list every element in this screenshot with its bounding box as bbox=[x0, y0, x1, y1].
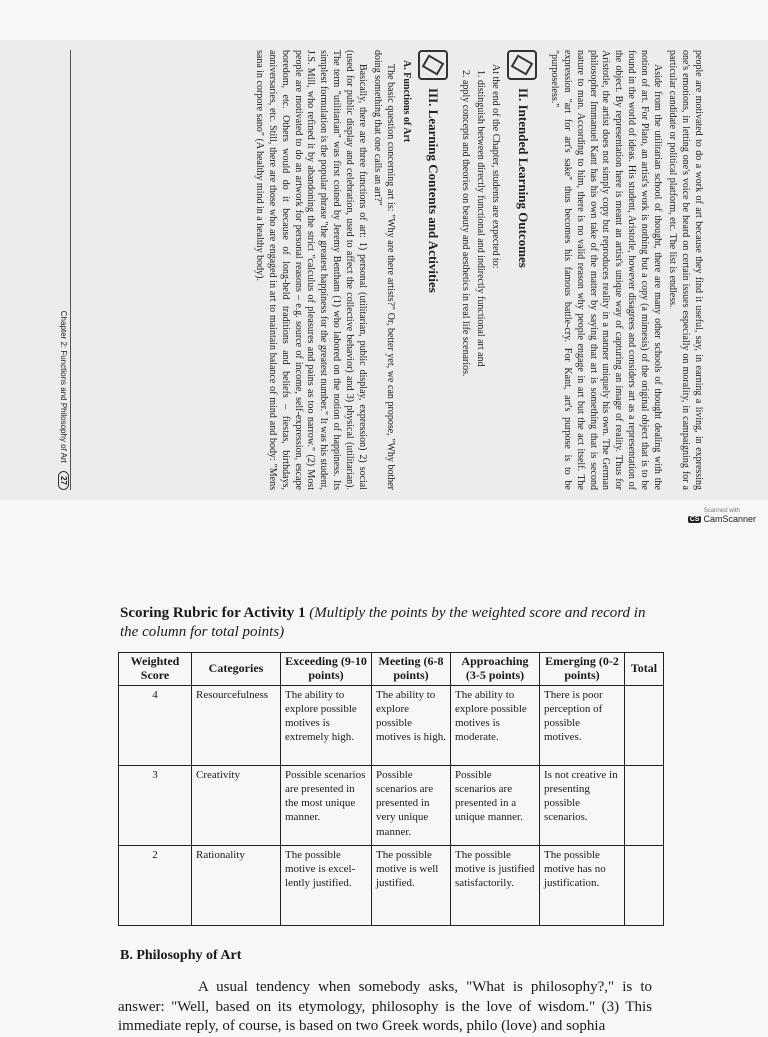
meeting-cell: The possible motive is well justified. bbox=[372, 845, 451, 925]
scanner-brand-name: CamScanner bbox=[703, 514, 756, 524]
approaching-cell: The possible motive is justified satisfactorily. bbox=[451, 845, 540, 925]
table-row bbox=[119, 845, 664, 925]
scanner-watermark bbox=[688, 508, 756, 524]
body-paragraph: Basically, there are three functions of art: 1) personal (utilitarian, public display, expression) 2) social (used for public display and celebration, used to affect the collective behavior) and 3) physical (utilitarian). The term "utilitarian" was first coined by Jeremy Bentham (1) who labored on the notion of happiness. Its simplest formulation is the popular phrase "the greatest happiness for the greatest number." It was his student, J.S. Mill, who refined it by abandoning the strict "calculus of pleasures and pains as too narrow." (2) Most people are motivated to do an artwork for personal reasons – e.g. source of income, self-expression, escape boredom, etc. Others would do it because of long-held traditions and beliefs – fiestas, birthdays, anniversaries, etc. Still, there are those who are engaged in art to maintain balance of mind and body: "Mens sana in corpore sano" (A healthy mind in a healthy body). bbox=[254, 50, 368, 490]
approaching-cell: Possible scenarios are presented in a unique manner. bbox=[451, 765, 540, 845]
puzzle-icon bbox=[418, 50, 448, 80]
outcomes-section bbox=[507, 50, 537, 490]
weight-cell: 2 bbox=[119, 845, 192, 925]
scanner-caption: Scanned with bbox=[703, 508, 740, 514]
exceeding-cell: Possible scenarios are presented in the most unique manner. bbox=[281, 765, 372, 845]
scanner-brand bbox=[688, 514, 756, 524]
body-paragraph: The basic question concerning art is: "Why are there artists?" Or, better yet, we can propose, "Why bother doing something that one calls an art?" bbox=[372, 50, 397, 490]
contents-heading: III. Learning Contents and Activities bbox=[426, 88, 442, 293]
col-header-approaching: Approaching (3-5 points) bbox=[451, 653, 540, 686]
category-cell: Rationality bbox=[192, 845, 281, 925]
rubric-table bbox=[118, 652, 664, 926]
scanned-page-top bbox=[0, 40, 768, 500]
weight-cell: 4 bbox=[119, 685, 192, 765]
col-header-exceeding: Exceeding (9-10 points) bbox=[281, 653, 372, 686]
col-header-emerging: Emerging (0-2 points) bbox=[540, 653, 625, 686]
outcomes-list bbox=[458, 50, 486, 490]
page-footer bbox=[58, 50, 71, 490]
outcomes-intro: At the end of the Chapter, students are expected to: bbox=[490, 64, 502, 269]
meeting-cell: The ability to explore possible motives is high. bbox=[372, 685, 451, 765]
list-item: 1. distinguish between directly functional and indirectly functional art and bbox=[473, 80, 486, 490]
col-header-meeting: Meeting (6-8 points) bbox=[372, 653, 451, 686]
rubric-title-bold: Scoring Rubric for Activity 1 bbox=[120, 605, 306, 621]
section-b-paragraph: A usual tendency when somebody asks, "What is philosophy?," is to answer: "Well, based on its etymology, philosophy is the love of wisdom." (3) This immediate reply, of course, is based on two Greek words, philo (love) and sophia bbox=[118, 979, 652, 1034]
body-paragraph: Aside from the utilitarian school of thought, there are many other schools of thought dealing with the notion of art. For Plato, an artist's work is nothing but a copy (a mimesis) of the original object that is to be found in the world of ideas. His student, Aristotle, however disagrees and considers art as a representation of the object. By representation here is meant an artist's unique way of capturing an image of reality. Thus for Aristotle, the artist does not simply copy but reproduces reality in a manner uniquely his own. The German philosopher Immanuel Kant has his own take of the matter by saying that art is something that is second nature to man. According to him, there is no valid reason why people engage in art but the act itself. The expression "art for art's sake" thus becomes his famous battle-cry. For Kant, art's purpose is to be "purposeless." bbox=[549, 50, 663, 490]
total-cell bbox=[625, 685, 664, 765]
emerging-cell: The possible motive has no justification. bbox=[540, 845, 625, 925]
category-cell: Creativity bbox=[192, 765, 281, 845]
col-header-weight: Weighted Score bbox=[119, 653, 192, 686]
footer-text: Chapter 2: Functions and Philosophy of Art bbox=[59, 310, 69, 463]
col-header-total: Total bbox=[625, 653, 664, 686]
body-paragraph: people are motivated to do a work of art because they find it useful, say, in earning a living, in expressing one's emotions, in letting one's voice be heard on certain issues especially on morality, in campaigning for a particular candidate or political platform, etc. The list is endless. bbox=[667, 50, 704, 490]
exceeding-cell: The possible motive is excel-lently justified. bbox=[281, 845, 372, 925]
list-item: 2. apply concepts and theories on beauty and aesthetics in real life scenarios. bbox=[458, 80, 471, 490]
rubric-title bbox=[120, 604, 660, 642]
total-cell bbox=[625, 765, 664, 845]
table-row bbox=[119, 685, 664, 765]
emerging-cell: There is poor perception of possible motives. bbox=[540, 685, 625, 765]
col-header-categories: Categories bbox=[192, 653, 281, 686]
table-row bbox=[119, 765, 664, 845]
exceeding-cell: The ability to explore possible motives is extremely high. bbox=[281, 685, 372, 765]
weight-cell: 3 bbox=[119, 765, 192, 845]
category-cell: Resourcefulness bbox=[192, 685, 281, 765]
contents-section bbox=[418, 50, 448, 490]
emerging-cell: Is not creative in presenting possible scenarios. bbox=[540, 765, 625, 845]
section-b-heading: B. Philosophy of Art bbox=[120, 948, 242, 963]
camscanner-logo-icon: CS bbox=[689, 515, 700, 523]
rubric-title-note: (Multiply the points by the weighted score and record in the column for total points) bbox=[120, 605, 646, 640]
outcomes-heading: II. Intended Learning Outcomes bbox=[515, 88, 531, 268]
rotated-page-content bbox=[59, 50, 704, 490]
total-cell bbox=[625, 845, 664, 925]
approaching-cell: The ability to explore possible motives is moderate. bbox=[451, 685, 540, 765]
table-header-row bbox=[119, 653, 664, 686]
subsection-heading: A. Functions of Art bbox=[401, 60, 413, 143]
scanned-page-bottom bbox=[0, 560, 768, 1034]
meeting-cell: Possible scenarios are presented in very unique manner. bbox=[372, 765, 451, 845]
page-number: 27 bbox=[58, 471, 69, 490]
pencil-icon bbox=[507, 50, 537, 80]
